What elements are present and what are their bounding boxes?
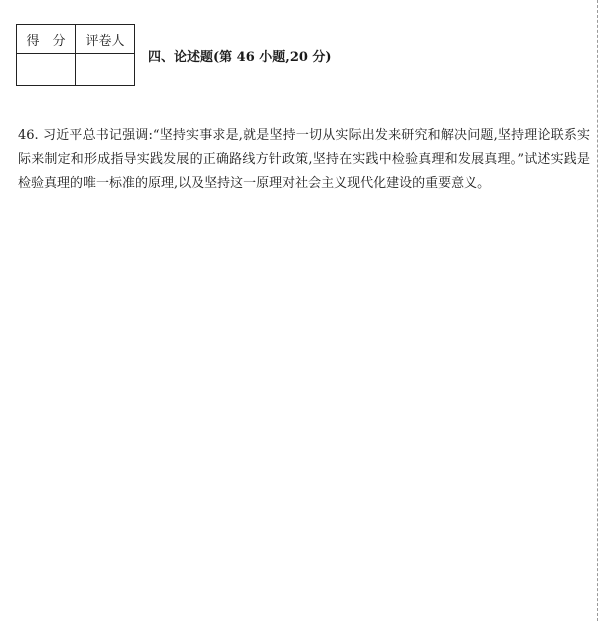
grader-entry-cell[interactable] [76,54,135,86]
question-number: 46. [18,128,39,143]
grader-header-label: 评卷人 [85,33,125,49]
question-text: 习近平总书记强调:“坚持实事求是,就是坚持一切从实际出发来研究和解决问题,坚持理论联系实际来制定和形成指导实践发展的正确路线方针政策,坚持在实践中检验真理和发展真理。”试述实践是检验真理的唯一标准的原理,以及坚持这一原理对社会主义现代化建设的重要意义。 [18,128,590,191]
question-46 [18,124,590,196]
page-edge-dashed-rule [597,0,598,621]
score-header-label: 得 分 [26,33,66,49]
score-table [16,24,135,86]
section-title: 四、论述题(第 46 小题,20 分) [148,50,332,65]
grader-header-cell [76,25,135,54]
score-entry-cell[interactable] [17,54,76,86]
score-header-cell [17,25,76,54]
